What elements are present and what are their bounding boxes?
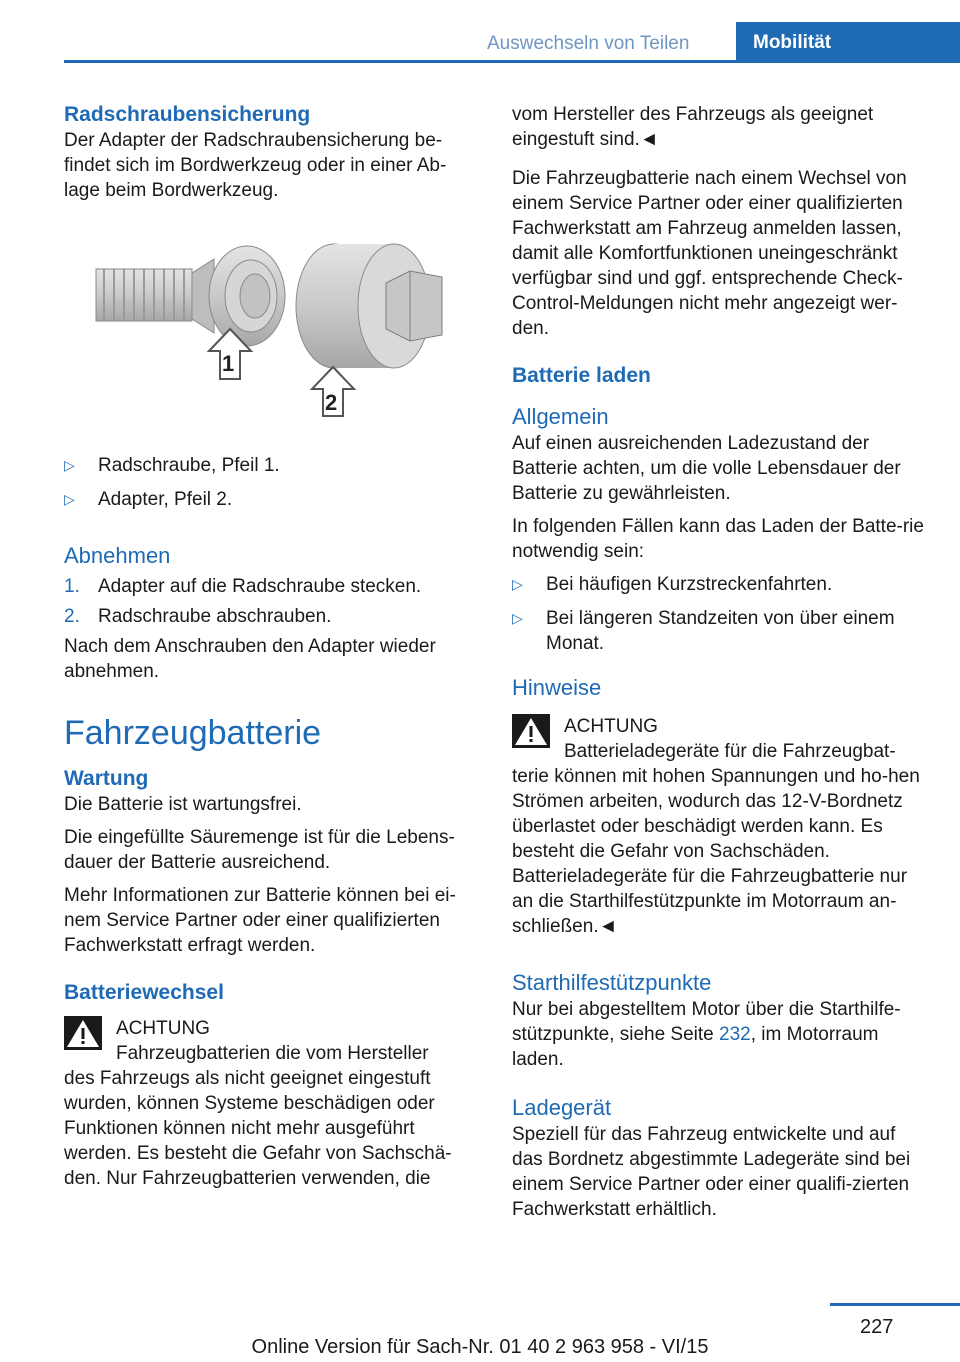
footer-rule (830, 1303, 960, 1306)
paragraph-wartung-2: Die eingefüllte Säuremenge ist für die Lebens-dauer der Batterie ausreichend. (64, 827, 455, 873)
heading-fahrzeugbatterie: Fahrzeugbatterie (64, 714, 322, 752)
heading-starthilfestuetzpunkte: Starthilfestützpunkte (512, 970, 712, 995)
wheel-bolt-illustration (64, 211, 478, 441)
heading-radschraubensicherung: Radschraubensicherung (64, 103, 311, 126)
paragraph-wartung-1: Die Batterie ist wartungsfrei. (64, 794, 302, 815)
paragraph-continuation: vom Hersteller des Fahrzeugs als geeignet eingestuft sind.◄ (512, 104, 874, 150)
page-reference-link[interactable]: 232 (719, 1024, 751, 1045)
running-header-section: Auswechseln von Teilen (487, 33, 690, 54)
warning-triangle-icon (512, 714, 550, 748)
paragraph-ladegeraet: Speziell für das Fahrzeug entwickelte und auf das Bordnetz abgestimmte Ladegeräte sind bei einem Service Partner oder einer qualifi-zierten Fachwerkstatt erhältlich. (512, 1124, 911, 1220)
heading-wartung: Wartung (64, 767, 149, 790)
warning-text-lead: Fahrzeugbatterien die vom Hersteller (116, 1043, 429, 1064)
triangle-bullet-icon: ▷ (64, 491, 75, 507)
heading-abnehmen: Abnehmen (64, 543, 171, 568)
bolt-thread-shape (96, 246, 285, 346)
steps-list (64, 574, 478, 629)
paragraph-starthilfe: Nur bei abgestelltem Motor über die Starthilfe-stützpunkte, siehe Seite 232, im Motorraum laden. (512, 999, 901, 1070)
warning-batteriewechsel (64, 1016, 478, 1191)
warning-triangle-icon (64, 1016, 102, 1050)
warning-label: ACHTUNG (116, 1018, 210, 1039)
heading-ladegeraet: Ladegerät (512, 1095, 612, 1120)
paragraph-adapter-location: Der Adapter der Radschraubensicherung be-findet sich im Bordwerkzeug oder in einer Ab-lage beim Bordwerkzeug. (64, 130, 447, 201)
triangle-bullet-icon: ▷ (512, 576, 523, 592)
list-item: ▷ Bei häufigen Kurzstreckenfahrten. (512, 574, 833, 595)
figure-wheel-bolt-adapter (64, 211, 478, 441)
warning-text-lead: Batterieladegeräte für die Fahrzeugbat- (564, 741, 896, 762)
warning-hinweise (512, 714, 926, 939)
heading-batterie-laden: Batterie laden (512, 364, 651, 387)
running-header-chapter-tab: Mobilität (736, 22, 960, 63)
paragraph-abnehmen-note: Nach dem Anschrauben den Adapter wieder abnehmen. (64, 636, 436, 682)
paragraph-anmelden: Die Fahrzeugbatterie nach einem Wechsel von einem Service Partner oder einer qualifizierten Fachwerkstatt am Fahrzeug anmelden lassen, damit alle Komfortfunktionen uneingeschränkt verfügbar sind und ggf. entsprechende Check-Control-Meldungen nicht mehr angezeigt wer-den. (512, 168, 907, 339)
triangle-bullet-icon: ▷ (64, 457, 75, 473)
right-column (512, 102, 926, 1230)
left-column (64, 102, 478, 1191)
list-item: ▷ Adapter, Pfeil 2. (64, 489, 233, 510)
list-item: ▷ Bei längeren Standzeiten von über einem Monat. (512, 608, 895, 654)
footer-online-version: Online Version für Sach-Nr. 01 40 2 963 958 - VI/15 (251, 1336, 709, 1358)
arrow-2-label: 2 (325, 390, 338, 415)
header-rule (64, 60, 960, 63)
list-item: 2. Radschraube abschrauben. (64, 606, 332, 627)
adapter-shape (296, 244, 442, 368)
paragraph-allgemein-1: Auf einen ausreichenden Ladezustand der Batterie achten, um die volle Lebensdauer der Batterie zu gewährleisten. (512, 433, 901, 504)
warning-label: ACHTUNG (564, 716, 658, 737)
warning-text: des Fahrzeugs als nicht geeignet eingestuft wurden, können Systeme beschädigen oder Funktionen können nicht mehr ausgeführt werden. Es besteht die Gefahr von Sachschä-den. Nur Fahrzeugbatterien verwenden, die (64, 1068, 452, 1189)
heading-batteriewechsel: Batteriewechsel (64, 981, 224, 1004)
heading-allgemein: Allgemein (512, 404, 609, 429)
triangle-bullet-icon: ▷ (512, 610, 523, 626)
list-item: ▷ Radschraube, Pfeil 1. (64, 455, 280, 476)
charging-cases-list (512, 572, 926, 656)
paragraph-allgemein-2: In folgenden Fällen kann das Laden der Batte-rie notwendig sein: (512, 516, 924, 562)
warning-text: terie können mit hohen Spannungen und ho-hen Strömen arbeiten, wodurch das 12-V-Bordnetz überlastet oder beschädigt werden kann. Es besteht die Gefahr von Sachschäden. Batterieladegeräte für die Fahrzeugbatterie nur an die Starthilfestützpunkte im Motorraum an-schließen.◄ (512, 766, 920, 937)
heading-hinweise: Hinweise (512, 675, 602, 700)
arrow-1-label: 1 (222, 351, 235, 376)
list-item: 1. Adapter auf die Radschraube stecken. (64, 576, 422, 597)
figure-legend-list (64, 453, 478, 512)
paragraph-wartung-3: Mehr Informationen zur Batterie können bei ei-nem Service Partner oder einer qualifizierten Fachwerkstatt erfragt werden. (64, 885, 456, 956)
page-number: 227 (860, 1316, 894, 1338)
